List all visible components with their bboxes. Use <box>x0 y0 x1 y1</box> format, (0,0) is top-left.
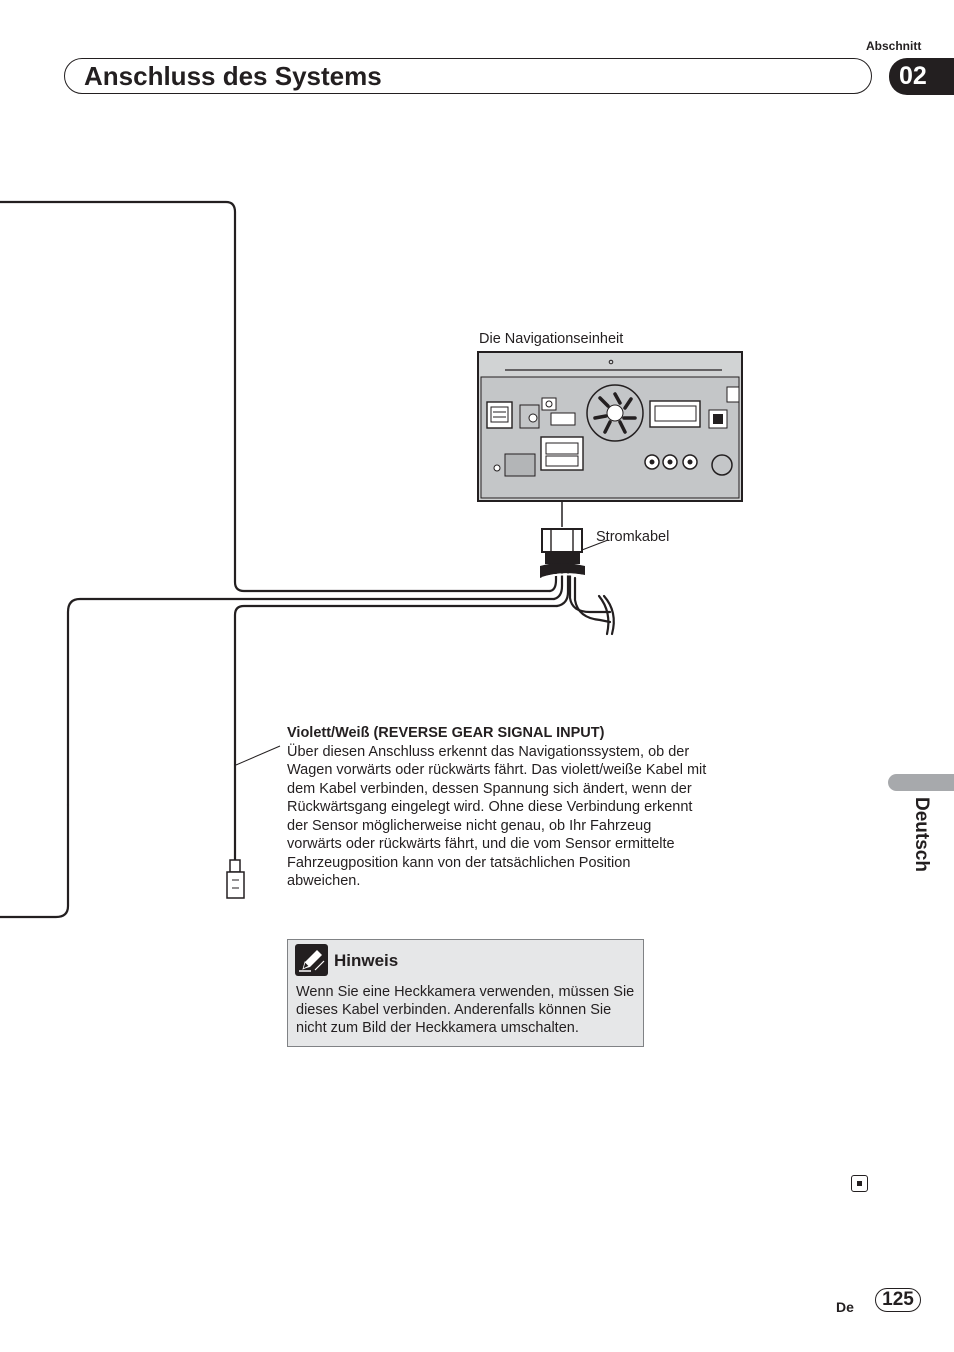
wire-left-bottom <box>0 805 68 917</box>
power-cable-label: Stromkabel <box>596 529 670 545</box>
page-number: 125 <box>875 1288 921 1312</box>
page-title: Anschluss des Systems <box>84 61 382 91</box>
navigation-unit-label: Die Navigationseinheit <box>479 331 624 347</box>
reverse-gear-description <box>287 724 707 891</box>
description-text: Über diesen Anschluss erkennt das Navigationssystem, ob der Wagen vorwärts oder rückwärts fährt. Das violett/weiße Kabel mit dem Kabel verbinden, dessen Spannung sich ändert, wenn der Rückwärtsgang eingelegt wird. Ohne diese Verbindung erkennt der Sensor möglicherweise nicht genau, ob Ihr Fahrzeug vorwärts oder rückwärts fährt, und die vom Sensor ermittelte Fahrzeugposition kann von der tatsächlichen Position abweichen. <box>287 743 707 889</box>
navigation-unit <box>478 352 742 501</box>
wire-upper <box>0 202 550 591</box>
wire-bundle-5 <box>575 578 610 622</box>
section-number-badge: 02 <box>889 58 954 95</box>
end-of-section-icon <box>851 1175 868 1192</box>
section-word: Abschnitt <box>866 39 922 53</box>
note-title: Hinweis <box>334 951 399 970</box>
language-code: De <box>836 1299 854 1315</box>
note-pencil-icon <box>295 944 328 976</box>
note-text: Wenn Sie eine Heckkamera verwenden, müssen Sie dieses Kabel verbinden. Anderenfalls können Sie nicht zum Bild der Heckkamera umschalten. <box>296 984 635 1036</box>
language-label-text: Deutsch <box>911 797 932 872</box>
description-heading: Violett/Weiß (REVERSE GEAR SIGNAL INPUT) <box>287 725 605 741</box>
